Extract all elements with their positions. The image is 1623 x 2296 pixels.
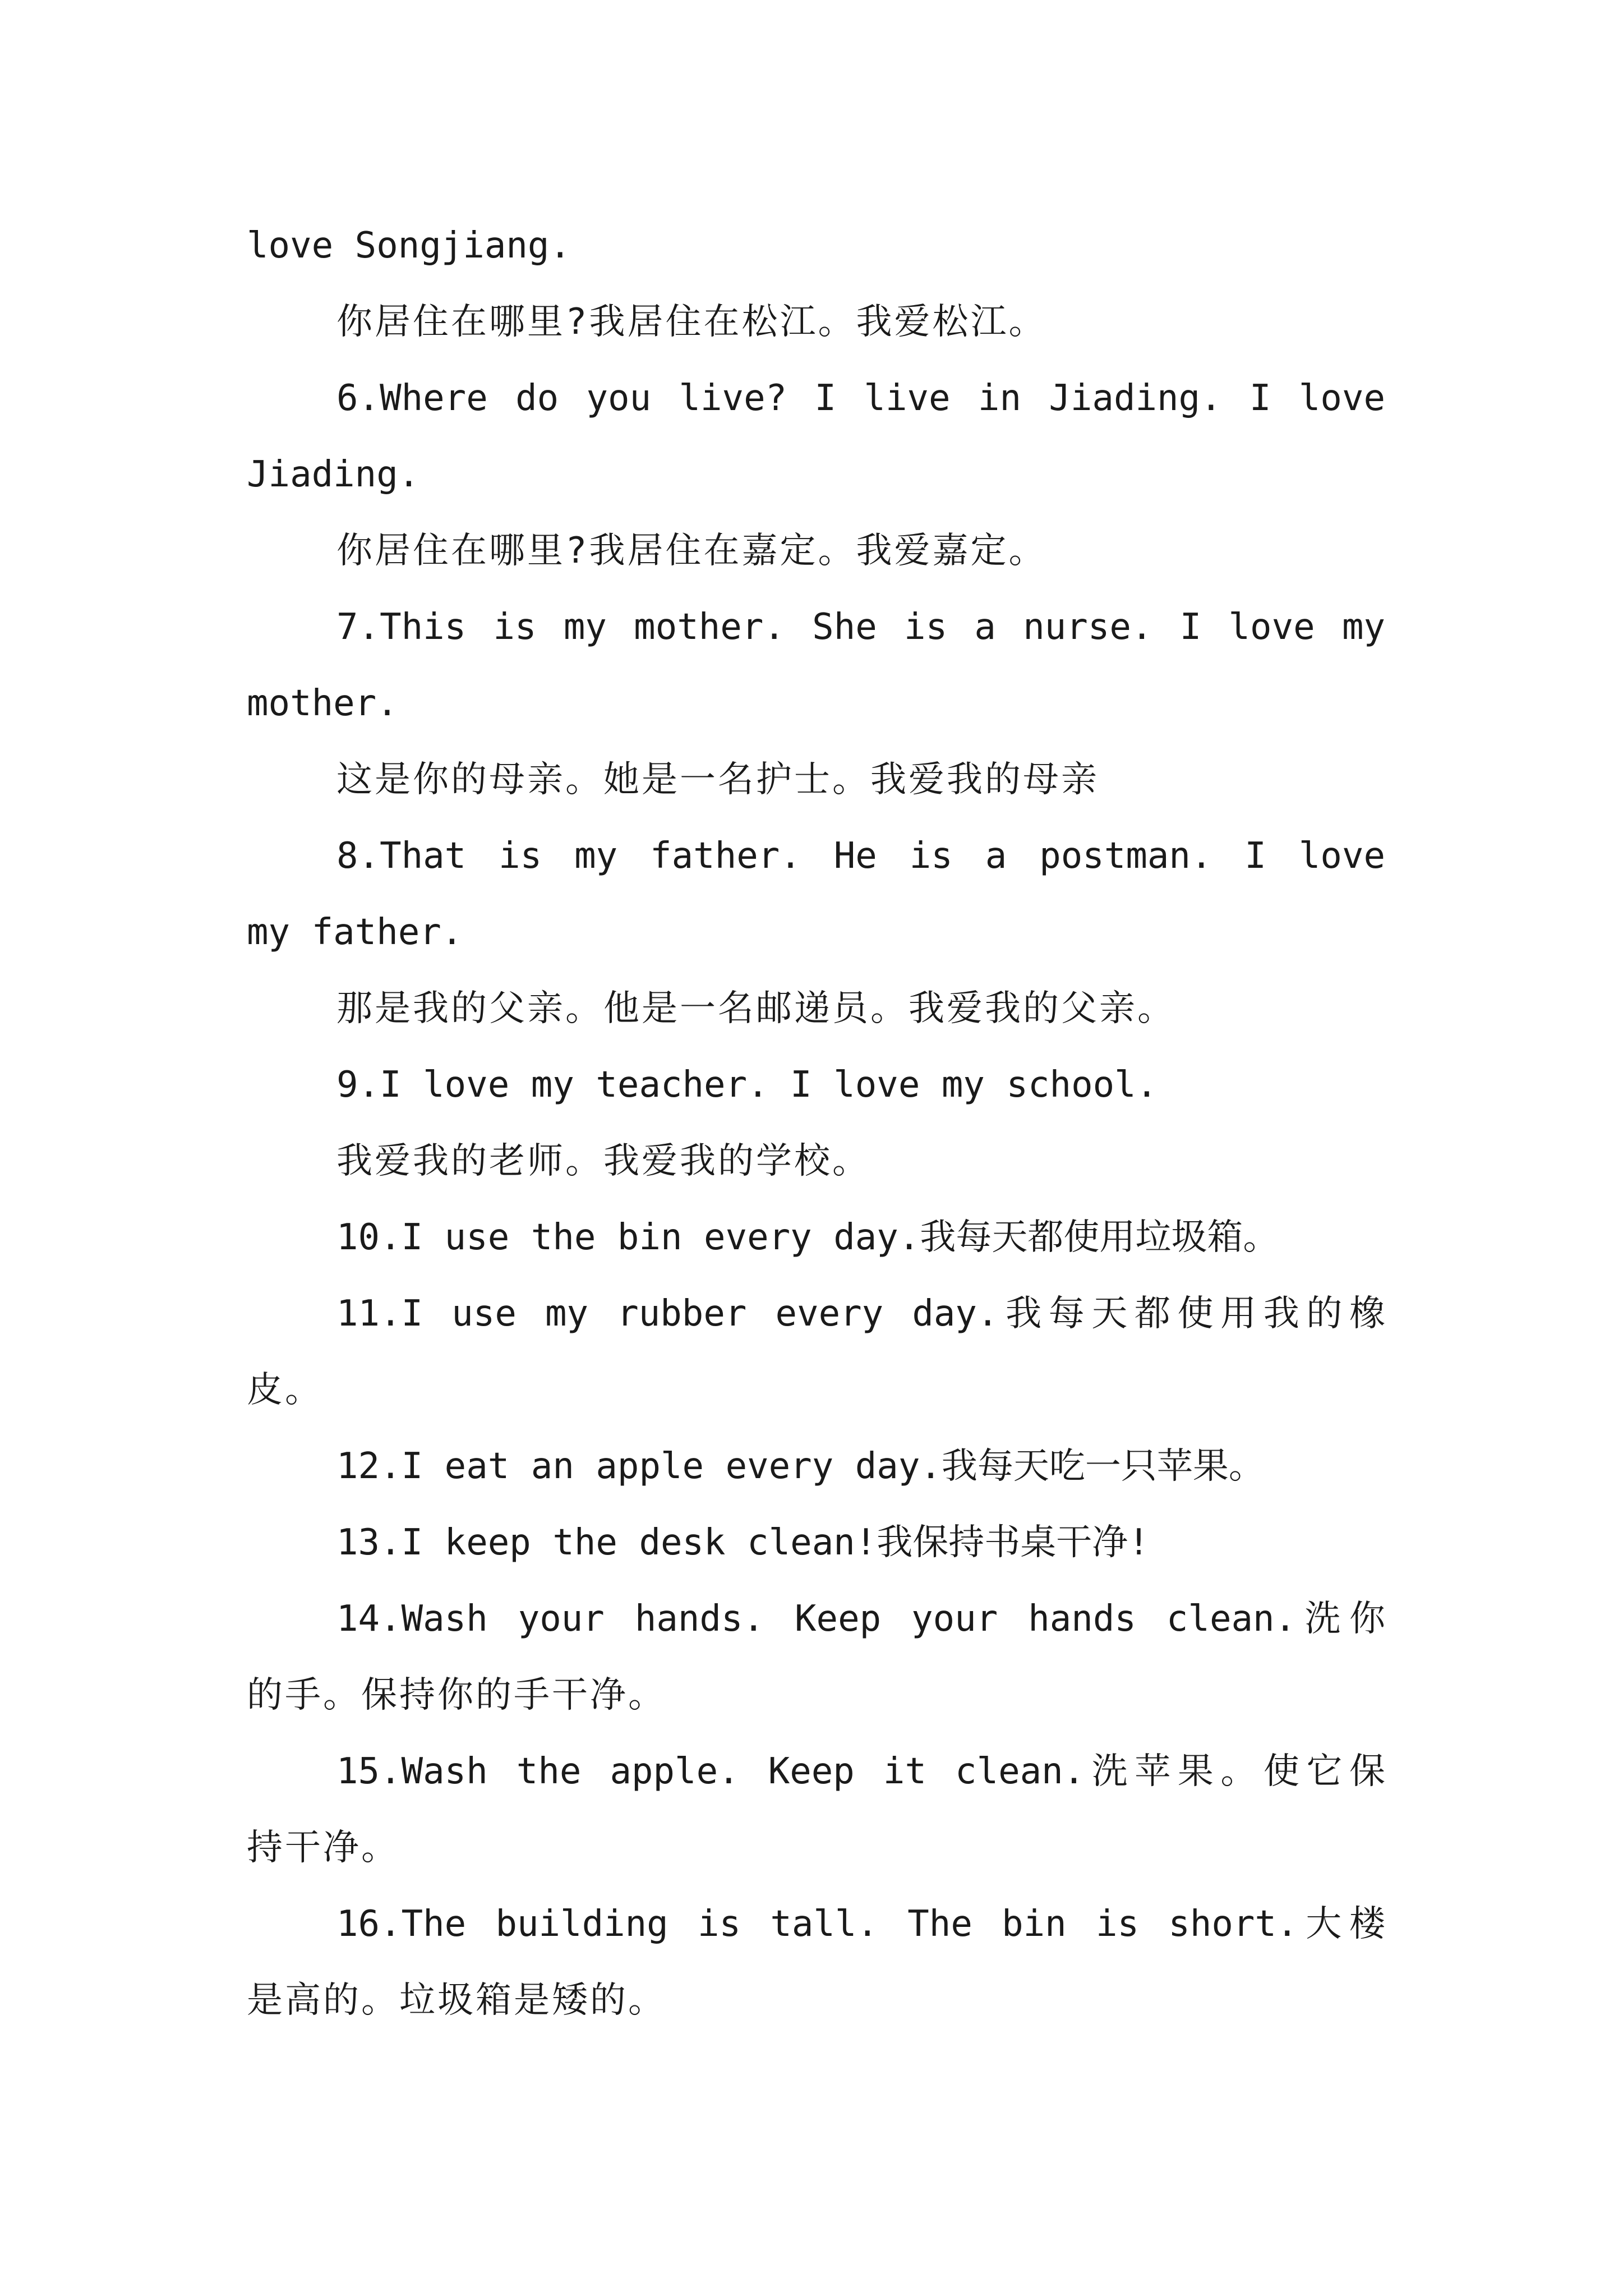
sentence-7: 7.This is my mother. She is a nurse. I love my xyxy=(336,606,1385,648)
sentence-13: 13.I keep the desk clean!我保持书桌干净! xyxy=(336,1522,1150,1563)
sentence-16: 16.The building is tall. The bin is short.大楼 xyxy=(336,1903,1385,1945)
sentence-8: 8.That is my father. He is a postman. I love xyxy=(336,835,1385,877)
sentence-11: 11.I use my rubber every day.我每天都使用我的橡 xyxy=(336,1293,1385,1335)
text-line-continuation: 是高的。垃圾箱是矮的。 xyxy=(247,1980,666,2021)
document-page xyxy=(247,208,1385,2039)
text-line-translation: 你居住在哪里?我居住在嘉定。我爱嘉定。 xyxy=(336,530,1047,572)
text-line-translation: 你居住在哪里?我居住在松江。我爱松江。 xyxy=(336,301,1047,343)
text-line-continuation: 的手。保持你的手干净。 xyxy=(247,1674,666,1716)
sentence-9: 9.I love my teacher. I love my school. xyxy=(336,1064,1158,1106)
text-line-continuation: my father. xyxy=(247,912,463,953)
text-line-continuation: 皮。 xyxy=(247,1369,323,1411)
text-line-translation: 那是我的父亲。他是一名邮递员。我爱我的父亲。 xyxy=(336,988,1175,1029)
text-line-continuation: Jiading. xyxy=(247,454,420,495)
sentence-6: 6.Where do you live? I live in Jiading. I love xyxy=(336,378,1385,419)
text-line-continuation: mother. xyxy=(247,683,398,724)
text-line-translation: 这是你的母亲。她是一名护士。我爱我的母亲 xyxy=(336,759,1099,800)
text-line-continuation: love Songjiang. xyxy=(247,225,571,266)
sentence-15: 15.Wash the apple. Keep it clean.洗苹果。使它保 xyxy=(336,1751,1385,1792)
sentence-12: 12.I eat an apple every day.我每天吃一只苹果。 xyxy=(336,1446,1265,1487)
text-line-translation: 我爱我的老师。我爱我的学校。 xyxy=(336,1140,870,1182)
text-line-continuation: 持干净。 xyxy=(247,1827,399,1869)
sentence-14: 14.Wash your hands. Keep your hands clean.洗你 xyxy=(336,1598,1385,1640)
sentence-10: 10.I use the bin every day.我每天都使用垃圾箱。 xyxy=(336,1217,1279,1258)
